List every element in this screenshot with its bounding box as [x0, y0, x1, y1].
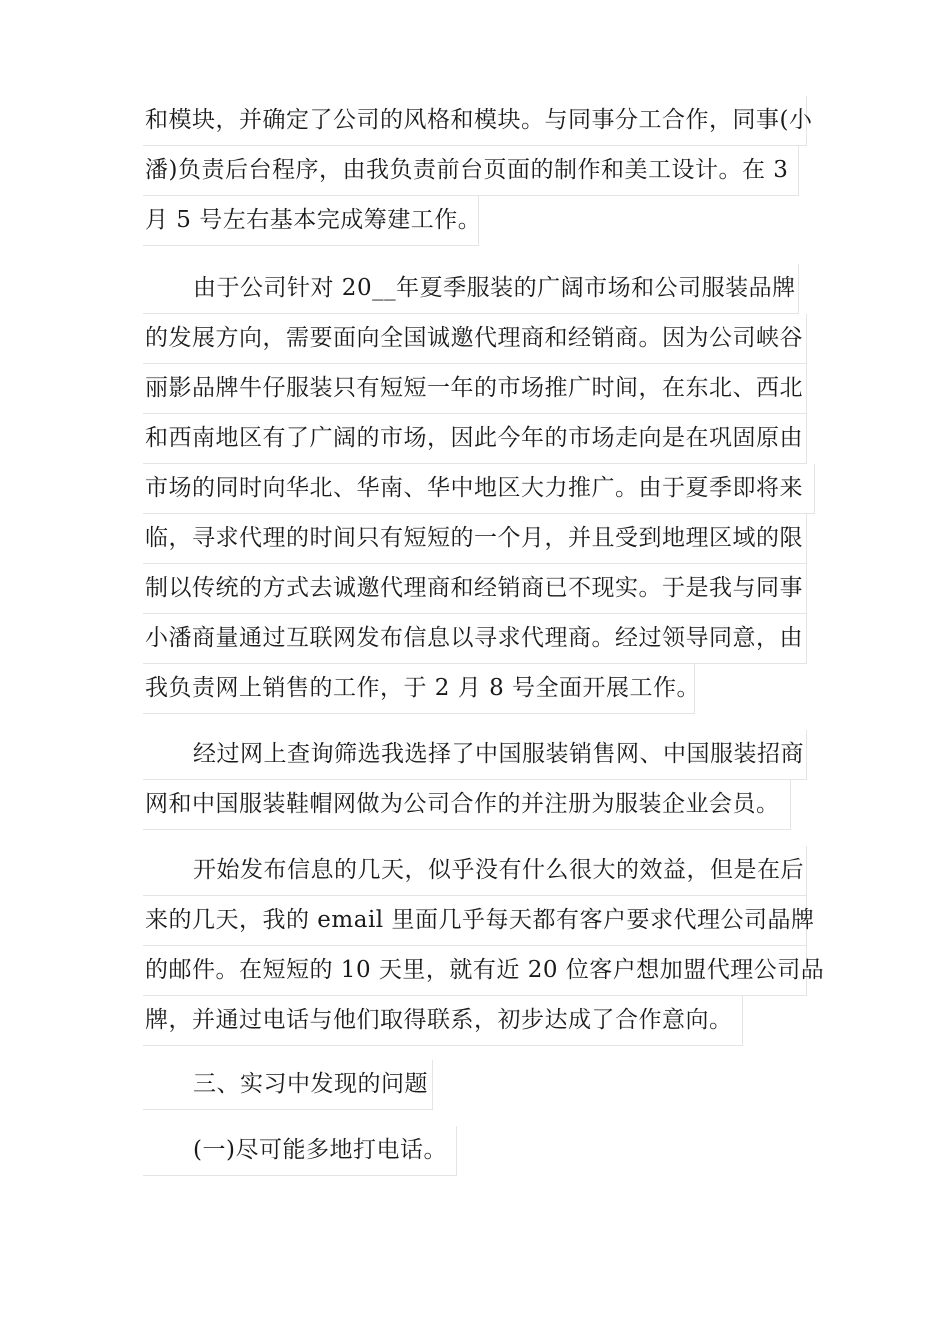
text-line: 由于公司针对 20__年夏季服装的广阔市场和公司服装品牌: [143, 264, 799, 314]
heading-line: 三、实习中发现的问题: [143, 1060, 433, 1110]
text-line: 月 5 号左右基本完成筹建工作。: [143, 196, 479, 246]
paragraph-3: [143, 730, 823, 830]
paragraph-2: [143, 264, 823, 714]
text-line: 经过网上查询筛选我选择了中国服装销售网、中国服装招商: [143, 730, 807, 780]
text-line: 开始发布信息的几天，似乎没有什么很大的效益，但是在后: [143, 846, 807, 896]
text-line: 来的几天，我的 email 里面几乎每天都有客户要求代理公司晶牌: [143, 896, 807, 946]
subsection-heading: [143, 1126, 823, 1176]
text-line: 市场的同时向华北、华南、华中地区大力推广。由于夏季即将来: [143, 464, 815, 514]
text-line: 临，寻求代理的时间只有短短的一个月，并且受到地理区域的限: [143, 514, 807, 564]
heading-line: (一)尽可能多地打电话。: [143, 1126, 457, 1176]
text-line: 的发展方向，需要面向全国诚邀代理商和经销商。因为公司峡谷: [143, 314, 807, 364]
section-heading: [143, 1060, 823, 1110]
text-line: 网和中国服装鞋帽网做为公司合作的并注册为服装企业会员。: [143, 780, 791, 830]
text-line: 和模块，并确定了公司的风格和模块。与同事分工合作，同事(小: [143, 96, 807, 146]
text-line: 潘)负责后台程序，由我负责前台页面的制作和美工设计。在 3: [143, 146, 799, 196]
text-line: 制以传统的方式去诚邀代理商和经销商已不现实。于是我与同事: [143, 564, 807, 614]
text-line: 牌，并通过电话与他们取得联系，初步达成了合作意向。: [143, 996, 743, 1046]
text-line: 小潘商量通过互联网发布信息以寻求代理商。经过领导同意，由: [143, 614, 807, 664]
text-line: 我负责网上销售的工作，于 2 月 8 号全面开展工作。: [143, 664, 695, 714]
text-line: 的邮件。在短短的 10 天里，就有近 20 位客户想加盟代理公司品: [143, 946, 807, 996]
text-line: 和西南地区有了广阔的市场，因此今年的市场走向是在巩固原由: [143, 414, 807, 464]
paragraph-1: [143, 96, 823, 246]
text-line: 丽影品牌牛仔服装只有短短一年的市场推广时间，在东北、西北: [143, 364, 807, 414]
paragraph-4: [143, 846, 823, 1046]
